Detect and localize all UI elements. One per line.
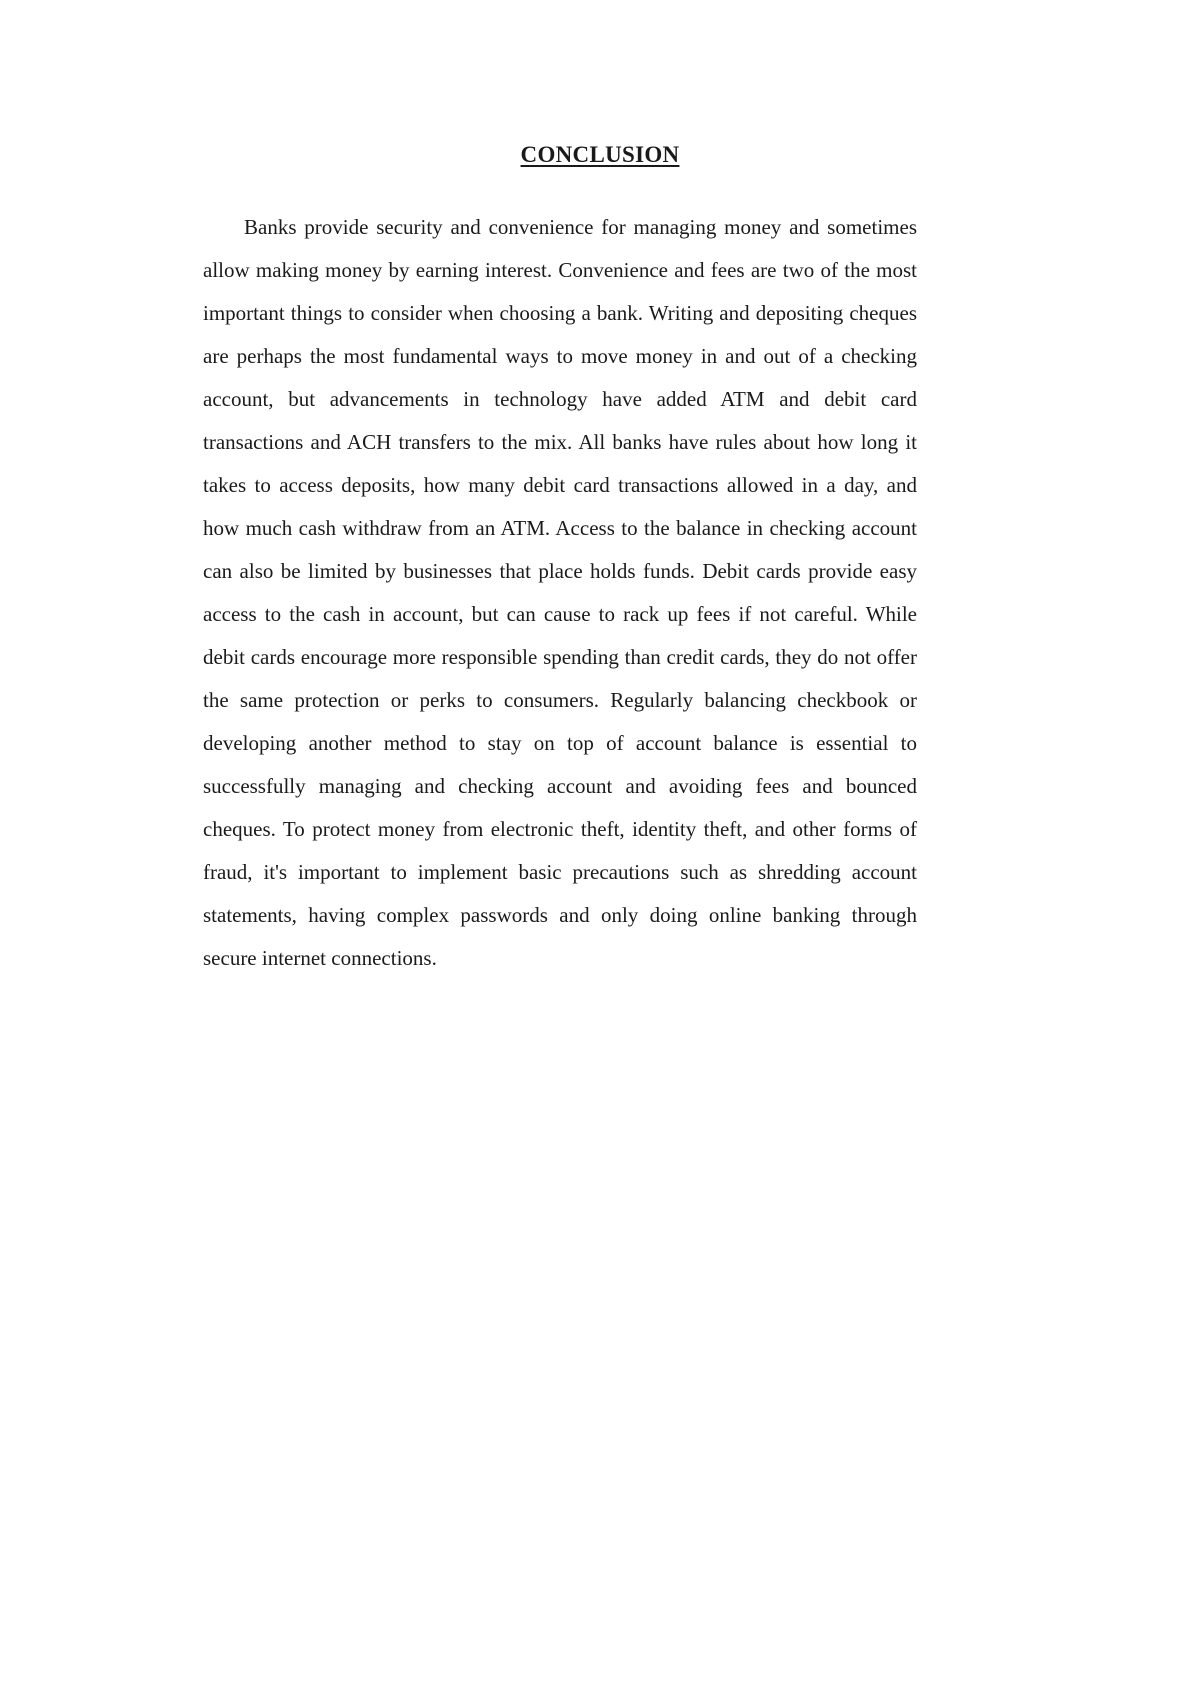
conclusion-paragraph: Banks provide security and convenience for managing money and sometimes allow making money by earning interest. Convenience and fees are two of the most important things to consider when choosing a bank. Writing and depositing cheques are perhaps the most fundamental ways to move money in and out of a checking account, but advancements in technology have added ATM and debit card transactions and ACH transfers to the mix. All banks have rules about how long it takes to access deposits, how many debit card transactions allowed in a day, and how much cash withdraw from an ATM. Access to the balance in checking account can also be limited by businesses that place holds funds. Debit cards provide easy access to the cash in account, but can cause to rack up fees if not careful. While debit cards encourage more responsible spending than credit cards, they do not offer the same protection or perks to consumers. Regularly balancing checkbook or developing another method to stay on top of account balance is essential to successfully managing and checking account and avoiding fees and bounced cheques. To protect money from electronic theft, identity theft, and other forms of fraud, it's important to implement basic precautions such as shredding account statements, having complex passwords and only doing online banking through secure internet connections. xyxy=(203,215,917,970)
page-title: CONCLUSION xyxy=(520,142,680,167)
